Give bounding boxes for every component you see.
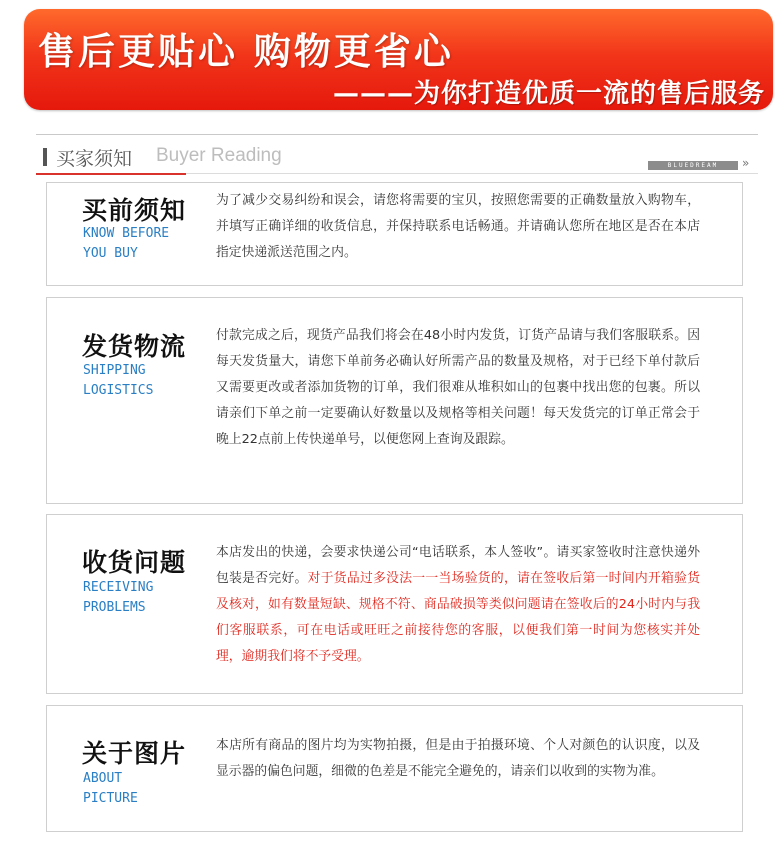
card-body (216, 540, 700, 670)
section-underline-accent (36, 173, 186, 175)
brand-tag: BLUEDREAM (648, 161, 738, 170)
card-title: 收货问题 (82, 548, 187, 577)
card-subtitle-line: YOU BUY (83, 246, 138, 261)
card-title: 发货物流 (82, 332, 187, 361)
card-body: 付款完成之后，现货产品我们将会在48小时内发货，订货产品请与我们客服联系。因每天发货量大，请您下单前务必确认好所需产品的数量及规格，对于已经下单付款后又需要更改或者添加货物的订单，我们很难从堆积如山的包裹中找出您的包裹。所以请亲们下单之前一定要确认好数量以及规格等相关问题！每天发货完的订单正常会于晚上22点前上传快递单号，以便您网上查询及跟踪。 (216, 328, 700, 447)
card-title: 关于图片 (82, 739, 187, 768)
section-title-english: Buyer Reading (156, 145, 282, 166)
section-title: 买家须知 (56, 148, 133, 170)
header-banner (24, 9, 773, 110)
card-receiving-problems (46, 514, 743, 694)
banner-title: 售后更贴心 购物更省心 (38, 30, 454, 73)
card-title: 买前须知 (82, 196, 187, 225)
card-shipping-logistics (46, 297, 743, 504)
card-subtitle-line: ABOUT (83, 771, 123, 786)
banner-subtitle: ———为你打造优质一流的售后服务 (332, 79, 765, 109)
card-subtitle-line: LOGISTICS (83, 383, 154, 398)
card-subtitle-line: KNOW BEFORE (83, 226, 170, 241)
card-subtitle-line: RECEIVING (83, 580, 154, 595)
section-underline (186, 173, 758, 174)
card-know-before-you-buy (46, 182, 743, 286)
card-subtitle-line: PICTURE (83, 791, 138, 806)
card-about-picture (46, 705, 743, 832)
double-chevron-right-icon: » (742, 156, 750, 170)
body-text: 本店发出的快递，会要求快递公司“电话联系，本人签收”。请买家签收时注意快递外包装是否完好。 (216, 545, 700, 586)
card-subtitle-line: SHIPPING (83, 363, 146, 378)
card-body: 本店所有商品的图片均为实物拍摄，但是由于拍摄环境、个人对颜色的认识度，以及显示器的偏色问题，细微的色差是不能完全避免的，请亲们以收到的实物为准。 (216, 738, 700, 779)
section-header (36, 134, 758, 180)
body-highlight-text: 对于货品过多没法一一当场验货的，请在签收后第一时间内开箱验货及核对，如有数量短缺、规格不符、商品破损等类似问题请在签收后的24小时内与我们客服联系，可在电话或旺旺之前接待您的客服，以便我们第一时间为您核实并处理，逾期我们将不予受理。 (216, 571, 701, 664)
header-divider (36, 134, 758, 135)
card-subtitle-line: PROBLEMS (83, 600, 146, 615)
header-marker (43, 148, 47, 166)
card-body: 为了减少交易纠纷和误会，请您将需要的宝贝，按照您需要的正确数量放入购物车，并填写正确详细的收货信息，并保持联系电话畅通。并请确认您所在地区是否在本店指定快递派送范围之内。 (216, 193, 700, 260)
